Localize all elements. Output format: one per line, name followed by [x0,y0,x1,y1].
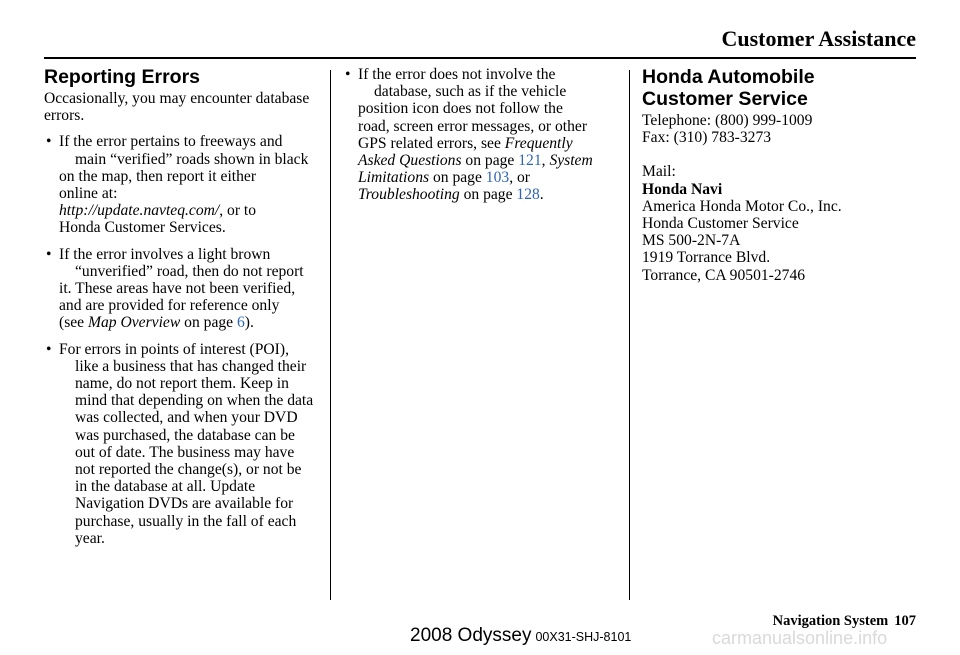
bullet-line: name, do not report them. Keep in [75,375,289,393]
footer-model [410,625,631,647]
bullet-line: like a business that has changed their [75,357,307,375]
column-other-errors [343,66,621,213]
page-link-103[interactable]: 103 [485,169,510,187]
bullet-line: • If the error pertains to freeways and [59,133,283,151]
bullet-text: , [541,152,550,170]
faq-ref: Frequently [504,134,573,152]
address-line: 1919 Torrance Blvd. [642,249,771,267]
bullet-line: main “verified” roads shown in black [75,150,309,168]
footer-section-name: Navigation System [772,613,889,629]
url-line [59,202,320,219]
bullet-line: on the map, then report it either [59,167,257,185]
page-number: 107 [894,613,916,629]
bullet-text: ). [244,314,254,332]
bullet-text: , or to [219,202,257,220]
bullet-line: out of date. The business may have [75,443,295,461]
telephone: Telephone: (800) 999-1009 [642,112,813,129]
bullet-text: , or [509,169,530,187]
bullet-text: GPS related errors, see [358,134,505,152]
bullet-line [358,152,621,169]
system-ref: System [549,152,593,170]
bullet-line: Honda Customer Services. [59,219,226,237]
navteq-url: http://update.navteq.com/ [59,202,220,220]
bullet-text: on page [429,169,486,187]
mailing-address [642,198,922,284]
bullet-line: • If the error involves a light brown [59,245,271,263]
bullet-line: position icon does not follow the [358,100,563,118]
bullet-text: on page [180,314,237,332]
bullet-line: was collected, and when your DVD [75,409,298,427]
bullet-non-database-errors [343,66,621,204]
bullet-line: year. [75,529,105,547]
page-link-121[interactable]: 121 [518,152,542,170]
bullet-line: not reported the change(s), or not be [75,461,302,479]
bullet-line: mind that depending on when the data [75,392,314,410]
bullet-line [358,186,621,203]
model-code: 00X31-SHJ-8101 [535,630,632,644]
troubleshooting-ref: Troubleshooting [358,186,460,204]
column-divider-2 [629,70,630,600]
fax: Fax: (310) 783-3273 [642,129,772,147]
bullet-text: (see [59,314,89,332]
bullet-line [358,169,621,186]
bullet-line [358,135,621,152]
bullet-line: was purchased, the database can be [75,426,295,444]
column-reporting-errors [44,66,320,556]
bullet-text: . [539,186,544,204]
faq-ref-cont: Asked Questions [358,152,462,170]
heading-line: Customer Service [642,88,808,110]
bullet-line: • For errors in points of interest (POI), [59,340,289,358]
bullet-line: online at: [59,185,118,203]
bullet-line: in the database at all. Update [75,478,256,496]
address-line: Honda Customer Service [642,215,799,233]
bullet-line: it. These areas have not been verified, [59,280,296,298]
bullet-line [59,314,320,331]
bullet-poi [44,341,320,547]
section-heading-reporting-errors: Reporting Errors [44,66,201,88]
mail-label: Mail: [642,163,676,181]
section-heading-customer-service [642,66,922,110]
page-link-6[interactable]: 6 [236,314,245,332]
system-ref-cont: Limitations [358,169,430,187]
bullet-text: on page [459,186,517,204]
address-name: Honda Navi [642,180,723,198]
bullet-unverified-road [44,246,320,332]
heading-line: Honda Automobile [642,66,815,88]
column-divider-1 [330,70,331,600]
map-overview-ref: Map Overview [88,314,181,332]
bullet-line: • If the error does not involve the [358,66,556,83]
address-line: Torrance, CA 90501-2746 [642,266,806,284]
watermark: carmanualsonline.info [712,628,888,648]
bullet-freeways [44,133,320,236]
bullet-line: “unverified” road, then do not report [75,262,304,280]
column-customer-service [642,66,922,284]
bullet-line: Navigation DVDs are available for [75,495,294,513]
bullet-line: purchase, usually in the fall of each [75,512,297,530]
bullet-line: and are provided for reference only [59,297,280,315]
model-name: 2008 Odyssey [410,625,532,646]
page-title: Customer Assistance [721,26,916,51]
address-line: America Honda Motor Co., Inc. [642,197,842,215]
title-rule [44,57,916,59]
page-link-128[interactable]: 128 [516,186,540,204]
bullet-line: road, screen error messages, or other [358,117,588,135]
intro-paragraph: Occasionally, you may encounter database errors. [44,90,310,125]
address-line: MS 500-2N-7A [642,232,741,250]
bullet-text: on page [461,152,519,170]
spacer [642,146,922,163]
bullet-line: database, such as if the vehicle [374,83,567,101]
